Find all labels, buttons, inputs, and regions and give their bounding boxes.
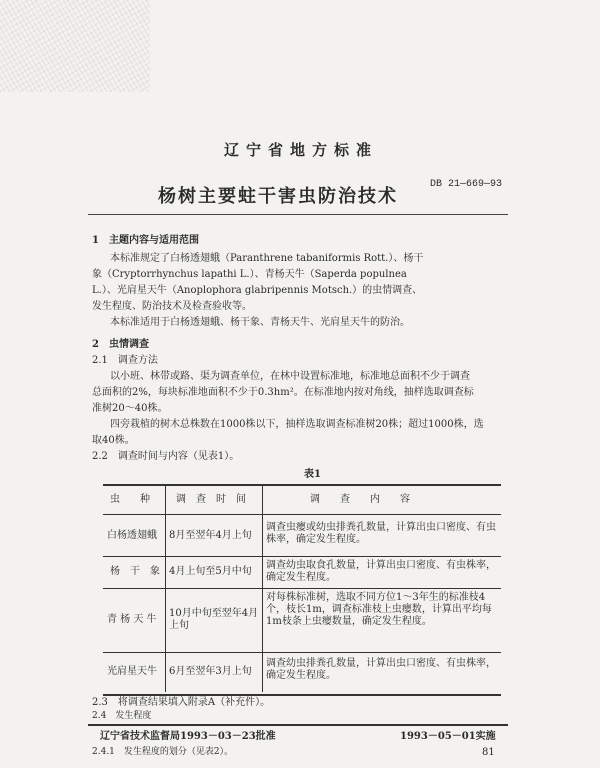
table-cell-pest: 青 杨 天 牛 xyxy=(107,614,157,625)
paragraph-line: 准树20～40株。 xyxy=(92,403,168,414)
section-2-2-heading: 2.2 调查时间与内容（见表1）。 xyxy=(92,451,240,462)
section-2-3: 2.3 将调查结果填入附录A（补充件）。 xyxy=(92,697,271,708)
section-1-heading: 1 主题内容与适用范围 xyxy=(92,235,199,246)
table-cell-time: 8月至翌年4月上旬 xyxy=(169,530,252,541)
table-cell-time: 4月上旬至5月中旬 xyxy=(169,566,252,577)
section-2-1-heading: 2.1 调查方法 xyxy=(92,355,158,366)
section-2-heading: 2 虫情调查 xyxy=(92,339,149,350)
paragraph-line: L.）、光肩星天牛（Anoplophora glabripennis Motsch.）的虫情调查、 xyxy=(92,285,423,296)
table-cell-content: 对每株标准树，选取不同方位1～3年生的标准枝4个，枝长1m，调查标准枝上虫瘿数，计算出平均每1m枝条上虫瘿数量，确定发生程度。 xyxy=(266,592,492,627)
table-divider xyxy=(103,514,501,515)
table-caption: 表1 xyxy=(304,469,321,480)
table-cell-time: 6月至翌年3月上旬 xyxy=(169,666,252,677)
title-divider xyxy=(88,214,508,215)
effective-date: 1993－05－01实施 xyxy=(400,731,496,742)
table-header-content: 调 查 内 容 xyxy=(310,494,410,505)
header-title: 辽宁省地方标准 xyxy=(224,141,379,159)
table-cell-content: 调查幼虫取食孔数量，计算出虫口密度、有虫株率，确定发生程度。 xyxy=(266,560,496,583)
approval-date: 辽宁省技术监督局1993－03－23批准 xyxy=(100,731,276,742)
table-header-pest: 虫 种 xyxy=(110,494,150,505)
paragraph-line: 取40株。 xyxy=(92,435,135,446)
paragraph-line: 象（Cryptorrhynchus lapathi L.）、青杨天牛（Saperda populnea xyxy=(92,269,407,280)
paragraph-line: 四旁栽植的树木总株数在1000株以下，抽样选取调查标准树20株；超过1000株，选 xyxy=(110,419,484,430)
table-cell-content: 调查幼虫排粪孔数量，计算出虫口密度、有虫株率，确定发生程度。 xyxy=(266,658,496,681)
table-header-time: 调 查 时 间 xyxy=(176,494,246,505)
paragraph-line: 本标准规定了白杨透翅蛾（Paranthrene tabaniformis Rott.）、杨干 xyxy=(110,253,424,264)
table-divider xyxy=(103,556,501,557)
table-divider xyxy=(103,588,501,589)
table-cell-pest: 光肩星天牛 xyxy=(107,666,157,677)
section-2-4-1: 2.4.1 发生程度的划分（见表2）。 xyxy=(92,747,234,757)
table-cell-pest: 白杨透翅蛾 xyxy=(107,530,157,541)
paragraph-line: 总面积的2%，每块标准地面积不少于0.3hm²。在标准地内按对角线，抽样选取调查标 xyxy=(92,387,474,398)
table-cell-content: 调查虫瘿或幼虫排粪孔数量，计算出虫口密度、有虫株率，确定发生程度。 xyxy=(266,522,496,545)
paragraph-line: 本标准适用于白杨透翅蛾、杨干象、青杨天牛、光肩星天牛的防治。 xyxy=(110,317,410,328)
footer-divider xyxy=(88,724,508,726)
page-number: 81 xyxy=(482,747,495,758)
document-title: 杨树主要蛀干害虫防治技术 xyxy=(158,186,398,207)
table-cell-pest: 杨 干 象 xyxy=(110,566,160,577)
standard-number: DB 21—669—93 xyxy=(430,179,503,190)
paragraph-line: 以小班、林带或路、渠为调查单位，在林中设置标准地，标准地总面积不少于调查 xyxy=(110,371,470,382)
section-2-4-heading: 2.4 发生程度 xyxy=(92,711,152,721)
table-divider xyxy=(103,652,501,653)
scan-noise xyxy=(0,0,150,92)
paragraph-line: 发生程度、防治技术及检查验收等。 xyxy=(92,301,252,312)
table-cell-time: 10月中旬至翌年4月上旬 xyxy=(169,608,259,631)
